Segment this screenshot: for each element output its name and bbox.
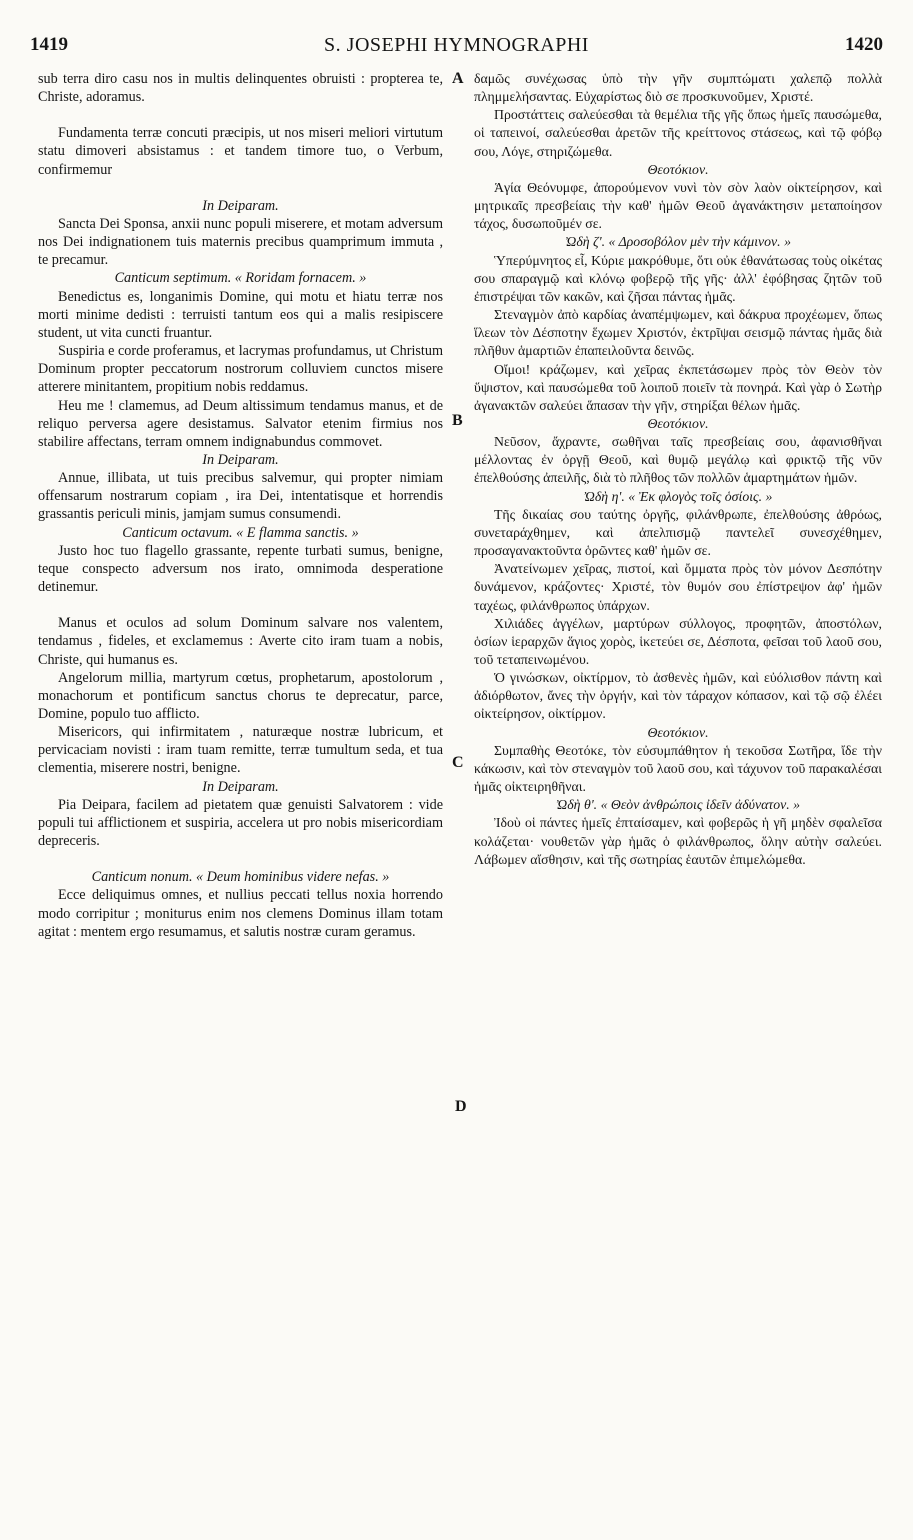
- greek-paragraph: Στεναγμὸν ἀπὸ καρδίας ἀναπέμψωμεν, καὶ δάκρυα προχέωμεν, ὅπως ἵλεων τὸν Δέσποτην ἕχωμεν Χριστόν, ἐκτρῖψαι σεισμῷ πάντας ἡμᾶς διὰ πλῆθυν ἁμαρτιῶν ἐπαπειλοῦντα δεινῶς.: [474, 307, 882, 359]
- latin-paragraph: Fundamenta terræ concuti præcipis, ut nos miseri meliori virtutum statu dimoveri absistamus : et tandem timore tuo, o Verbum, confirmemur: [38, 125, 443, 178]
- margin-letter-c: C: [452, 754, 464, 771]
- latin-paragraph: Manus et oculos ad solum Dominum salvare nos valentem, tendamus , fideles, et exclamemus : Averte cito iram tuam a nobis, Christe, qui humanus es.: [38, 615, 443, 668]
- latin-paragraph: Pia Deipara, facilem ad pietatem quæ genuisti Salvatorem : vide populi tui afflictionem et suspiria, accelera ut pro nobis misericordiam depreceris.: [38, 796, 443, 850]
- greek-heading: Θεοτόκιον.: [647, 415, 709, 431]
- latin-column: [38, 70, 443, 941]
- greek-paragraph: Νεῦσον, ἄχραντε, σωθῆναι ταῖς πρεσβείαις σου, ἀφανισθῆναι μέλλοντας ἐν ὀργῇ Θεοῦ, καὶ θυμῷ μεγάλῳ καὶ φρικτῷ τῆς νῦν ἐπελθούσης ἀπειλῆς, διὰ τὸ πλῆθος τῶν πολλῶν ἁμαρτημάτων ἡμῶν.: [474, 434, 882, 486]
- latin-paragraph: Heu me ! clamemus, ad Deum altissimum tendamus manus, et de reliquo perversa agere desistamus. Salvator etenim firmius nos stabilire affectans, terram omnem indignabundus commovet.: [38, 397, 443, 450]
- greek-heading: Θεοτόκιον.: [647, 161, 709, 177]
- greek-paragraph: Οἴμοι! κράζωμεν, καὶ χεῖρας ἐκπετάσωμεν πρὸς τὸν Θεὸν τὸν ὕψιστον, καὶ παυσώμεθα τοῦ λοιποῦ ποιεῖν τὰ πονηρά. Καὶ γὰρ ὁ Σωτὴρ ἀγανακτῶν σαλεύει ἅπασαν τὴν γῆν, στηρίξαι θέλων ἡμᾶς.: [474, 361, 882, 413]
- latin-heading: In Deiparam.: [202, 778, 279, 795]
- latin-heading: Canticum septimum. « Roridam fornacem. »: [114, 270, 367, 287]
- margin-letter-d: D: [455, 1098, 467, 1115]
- right-page-number: 1420: [845, 34, 883, 55]
- latin-heading: In Deiparam.: [202, 197, 279, 214]
- latin-heading: Canticum octavum. « E flamma sanctis. »: [122, 524, 359, 541]
- latin-heading: In Deiparam.: [202, 451, 279, 468]
- greek-column: [474, 70, 882, 869]
- greek-paragraph: Ὁ γινώσκων, οἰκτίρμον, τὸ ἀσθενὲς ἡμῶν, καὶ εὐόλισθον πάντη καὶ ἀδιόρθωτον, ἄνες τὴν ὀργήν, καὶ τὸν τάραχον κόπασον, καὶ τῷ σῷ ἐλέει οἰκτείρησον, οἰκτίρμον.: [474, 670, 882, 722]
- greek-heading: Ὠδὴ θ'. « Θεὸν ἀνθρώποις ἰδεῖν ἀδύνατον. »: [555, 797, 801, 813]
- greek-paragraph: Τῆς δικαίας σου ταύτης ὀργῆς, φιλάνθρωπε, ἐπελθούσης ἀθρόως, συνεταράχθημεν, καὶ ἀπελπισμῷ παντελεῖ συνεσχέθημεν, προσαγανακτοῦντα ὁρῶντες καθ' ἡμῶν σε.: [474, 506, 882, 559]
- margin-letter-b: B: [452, 412, 463, 429]
- greek-paragraph: Συμπαθὴς Θεοτόκε, τὸν εὐσυμπάθητον ἡ τεκοῦσα Σωτῆρα, ἴδε τὴν κάκωσιν, καὶ τὸν στεναγμὸν τοῦ λαοῦ σου, καὶ τάχυνον τοῦ παρακαλέσαι ἡμᾶς οἰκτειρηθῆναι.: [474, 742, 882, 795]
- latin-paragraph: Sancta Dei Sponsa, anxii nunc populi miserere, et motam adversum nos Dei indignationem tuis maternis precibus quamprimum immuta , te precamur.: [38, 215, 443, 269]
- latin-paragraph: Annue, illibata, ut tuis precibus salvemur, qui propter nimiam offensarum nostrarum copiam , ira Dei, intentatisque et horrendis grassantis periculi minis, jamjam sumus consumendi.: [38, 470, 443, 523]
- margin-letter-a: A: [452, 70, 464, 87]
- greek-paragraph: Προστάττεις σαλεύεσθαι τὰ θεμέλια τῆς γῆς ὅπως ἡμεῖς παυσώμεθα, οἱ ταπεινοί, σαλεύεσθαι ἀρετῶν τῆς κρείττονος στάσεως, καὶ τῷ φόβῳ σου, Λόγε, στηριζώμεθα.: [474, 107, 882, 159]
- left-page-number: 1419: [30, 34, 68, 55]
- latin-paragraph: Benedictus es, longanimis Domine, qui motu et hiatu terræ nos morti minime dedisti : terruisti tantum eos qui a malis resipiscere student, ut vita cuncti fruantur.: [38, 288, 443, 341]
- latin-paragraph: sub terra diro casu nos in multis delinquentes obruisti : propterea te, Christe, adoramus.: [38, 71, 443, 106]
- latin-paragraph: Suspiria e corde proferamus, et lacrymas profundamus, ut Christum Dominum propter peccatorum nostrorum colluviem cunctos misere atterere minitantem, propitium nobis reddamus.: [38, 343, 443, 396]
- greek-heading: Ὠδὴ ζ'. « Δροσοβόλον μὲν τὴν κάμινον. »: [565, 234, 791, 250]
- latin-paragraph: Ecce deliquimus omnes, et nullius peccati tellus noxia horrendo modo corripitur ; moniturus enim nos clemens Dominus illam totam agitat : mentem ergo resumamus, et salutis nostræ curam geramus.: [38, 887, 443, 940]
- greek-paragraph: Ὑπερύμνητος εἶ, Κύριε μακρόθυμε, ὅτι οὐκ ἐθανάτωσας τοὺς οἰκέτας σου σπαραγμῷ καὶ κλόνῳ φοβερῷ τῆς γῆς· ἀλλ' ἐφόβησας ζητῶν τοῦ ἐπιστρέψαι τῶν κακῶν, καὶ ζῆσαι πάντας ἡμᾶς.: [474, 252, 882, 304]
- greek-heading: Ὠδὴ η'. « Ἐκ φλογὸς τοῖς ὁσίοις. »: [583, 488, 773, 504]
- page-header: [30, 30, 883, 64]
- greek-paragraph: δαμῶς συνέχωσας ὑπὸ τὴν γῆν συμπτώματι χαλεπῷ πολλὰ πλημμελήσαντας. Εὐχαρίστως διὸ σε προσκυνοῦμεν, Χριστέ.: [474, 71, 882, 105]
- greek-heading: Θεοτόκιον.: [647, 724, 709, 740]
- running-title: S. JOSEPHI HYMNOGRAPHI: [324, 34, 589, 56]
- latin-paragraph: Angelorum millia, martyrum cœtus, prophetarum, apostolorum , monachorum et pontificum sanctus chorus te deprecatur, parce, Domine, populo tuo afflicto.: [38, 669, 443, 722]
- greek-paragraph: Ἀνατείνωμεν χεῖρας, πιστοί, καὶ ὄμματα πρὸς τὸν μόνον Δεσπότην δυνάμενον, κράζοντες· Χριστέ, τὸν θυμόν σου ἐπίστρεψον ἀφ' ἡμῶν ταχέως, φιλάνθρωπος ὑπάρχων.: [474, 561, 882, 613]
- greek-paragraph: Ἁγία Θεόνυμφε, ἀπορούμενον νυνὶ τὸν σὸν λαὸν οἰκτείρησον, καὶ μητρικαῖς πρεσβείαις τὴν καθ' ἡμῶν Θεοῦ ἀγανάκτησιν μεταποίησον τάχος, δυσωποῦμέν σε.: [474, 179, 882, 232]
- greek-paragraph: Χιλιάδες ἀγγέλων, μαρτύρων σύλλογος, προφητῶν, ἀποστόλων, ὁσίων ἱεραρχῶν ἅγιος χορὸς, ἱκετεύει σε, Δέσποτα, φεῖσαι τοῦ λαοῦ σου, τοῦ τεταπεινωμένου.: [474, 615, 882, 667]
- latin-paragraph: Misericors, qui infirmitatem , naturæque nostræ lubricum, et pervicaciam novisti : iram tuam remitte, terræ tumultum seda, et tua clementia, miserere nostri, benigne.: [38, 724, 443, 777]
- greek-paragraph: Ἰδοὺ οἱ πάντες ἡμεῖς ἐπταίσαμεν, καὶ φοβερῶς ἡ γῆ μηδὲν σφαλεῖσα κολάζεται· νουθετῶν γὰρ ἡμᾶς ὁ φιλάνθρωπος, ὅλην αὐτὴν σαλεύει. Λάβωμεν αἴσθησιν, καὶ τῆς σωτηρίας ἑαυτῶν ἐπιμελώμεθα.: [474, 815, 882, 867]
- latin-heading: Canticum nonum. « Deum hominibus videre nefas. »: [91, 869, 390, 886]
- latin-paragraph: Justo hoc tuo flagello grassante, repente turbati sumus, benigne, teque conspecto adversum nos irato, omnimoda desperatione detinemur.: [38, 542, 443, 596]
